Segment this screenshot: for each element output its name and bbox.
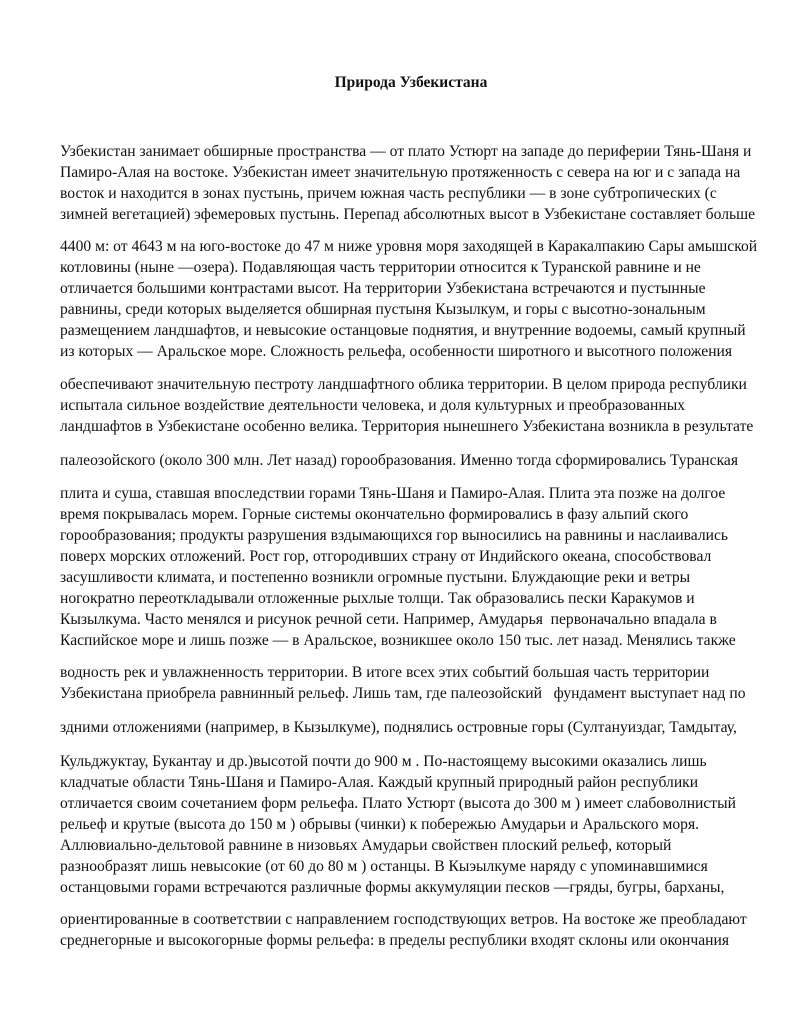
text-line: отличается большими контрастами высот. На территории Узбекистана встречаются и пустынные: [60, 280, 706, 297]
text-line: котловины (ныне —озера). Подавляющая часть территории относится к Туранской равнине и не: [60, 259, 701, 276]
text-line: водность рек и увлажненность территории. В итоге всех этих событий большая часть территории: [60, 664, 710, 681]
text-line: 4400 м: от 4643 м на юго-востоке до 47 м ниже уровня моря заходящей в Каракалпакию Сары амышской: [60, 238, 758, 255]
text-line: горообразования; продукты разрушения вздымающихся гор выносились на равнины и наслаивались: [60, 527, 729, 544]
text-line: отличается своим сочетанием форм рельефа. Плато Устюрт (высота до 300 м ) имеет слабоволнистый: [60, 795, 736, 812]
text-line: размещением ландшафтов, и невысокие останцовые поднятия, и внутренние водоемы, самый крупный: [60, 322, 746, 339]
text-line: Аллювиально-дельтовой равнине в низовьях Амударьи свойствен плоский рельеф, который: [60, 837, 672, 854]
text-line: из которых — Аральское море. Сложность рельефа, особенности широтного и высотного положения: [60, 343, 733, 360]
text-line: Узбекистана приобрела равнинный рельеф. Лишь там, где палеозойский фундамент выступает над по: [60, 685, 746, 702]
text-line: восток и находится в зонах пустынь, причем южная часть республики — в зоне субтропических (с: [60, 185, 717, 202]
text-line: время покрывалась морем. Горные системы окончательно формировались в фазу альпий ского: [60, 506, 689, 523]
text-line: ландшафтов в Узбекистане особенно велика. Территория нынешнего Узбекистана возникла в результате: [60, 418, 754, 435]
text-line: здними отложениями (например, в Кызылкуме), поднялись островные горы (Султануиздаг, Тамдытау,: [60, 719, 737, 736]
text-line: Кульджуктау, Букантау и др.)высотой почти до 900 м . По-настоящему высокими оказались лишь: [60, 753, 707, 770]
text-line: поверх морских отложений. Рост гор, отгородивших страну от Индийского океана, способствовал: [60, 548, 712, 565]
text-line: кладчатые области Тянь-Шаня и Памиро-Алая. Каждый крупный природный район республики: [60, 774, 699, 791]
text-line: Каспийское море и лишь позже — в Аральское, возникшее около 150 тыс. лет назад. Менялись также: [60, 632, 736, 649]
text-line: зимней вегетацией) эфемеровых пустынь. Перепад абсолютных высот в Узбекистане составляет больше: [60, 206, 756, 223]
text-line: Памиро-Алая на востоке. Узбекистан имеет значительную протяженность с севера на юг и с запада на: [60, 164, 741, 181]
text-line: разнообразят лишь невысокие (от 60 до 80 м ) останцы. В Кыэылкуме наряду с упоминавшимися: [60, 858, 708, 875]
text-line: испытала сильное воздействие деятельности человека, и доля культурных и преобразованных: [60, 397, 685, 414]
text-line: Кызылкума. Часто менялся и рисунок речной сети. Например, Амударья первоначально впадала в: [60, 611, 717, 628]
text-line: рельеф и крутые (высота до 150 м ) обрывы (чинки) к побережью Амударьи и Аральского моря.: [60, 816, 700, 833]
text-line: Узбекистан занимает обширные пространства — от плато Устюрт на западе до периферии Тянь-Шаня и: [60, 143, 752, 160]
text-line: среднегорные и высокогорные формы рельефа: в пределы республики входят склоны или окончания: [60, 932, 730, 949]
text-line: ориентированные в соответствии с направлением господствующих ветров. На востоке же преобладают: [60, 911, 747, 928]
text-line: ногократно переоткладывали отложенные рыхлые толщи. Так образовались пески Каракумов и: [60, 590, 695, 607]
text-line: засушливости климата, и постепенно возникли огромные пустыни. Блуждающие реки и ветры: [60, 569, 691, 586]
text-line: плита и суша, ставшая впоследствии горами Тянь-Шаня и Памиро-Алая. Плита эта позже на долгое: [60, 485, 726, 502]
text-line: равнины, среди которых выделяется обширная пустыня Кызылкум, и горы с высотно-зональным: [60, 301, 706, 318]
text-line: останцовыми горами встречаются различные формы аккумуляции песков —гряды, бугры, барханы,: [60, 879, 725, 896]
text-line: обеспечивают значительную пестроту ландшафтного облика территории. В целом природа республики: [60, 376, 747, 393]
text-line: палеозойского (около 300 млн. Лет назад) горообразования. Именно тогда сформировались Туранская: [60, 452, 738, 469]
page-title: Природа Узбекистана: [334, 74, 488, 91]
